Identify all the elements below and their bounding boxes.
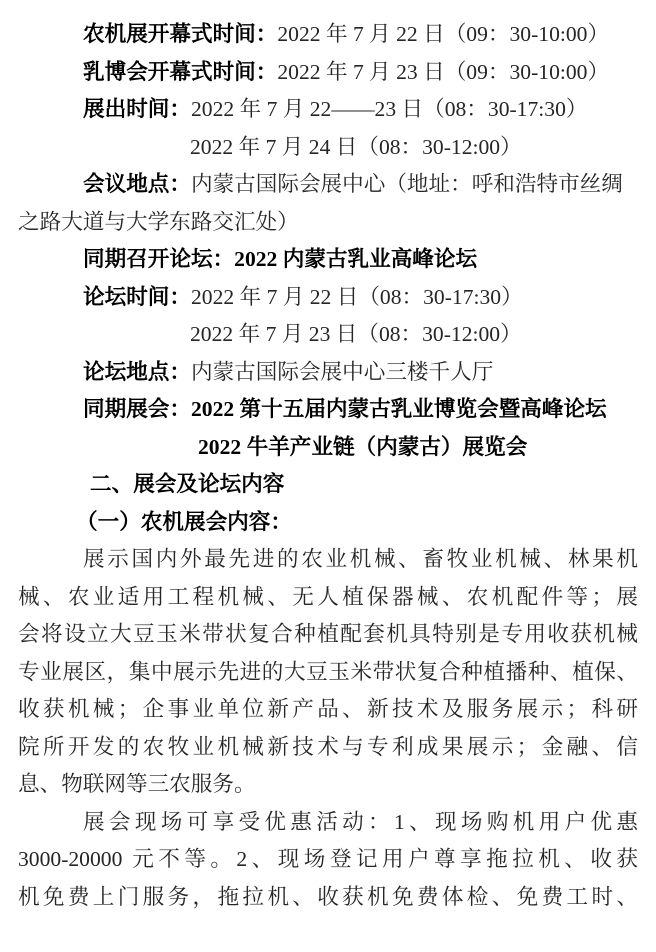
text-segment-bold: （一）农机展会内容： [76, 509, 292, 534]
text-line [0, 466, 656, 504]
text-segment: 展会现场可享受优惠活动：1、现场购机用户优惠 [83, 809, 638, 834]
text-line [0, 429, 656, 467]
text-segment: 之路大道与大学东路交汇处） [18, 209, 299, 234]
text-line [0, 766, 656, 804]
text-line [0, 91, 656, 129]
text-segment-bold: 乳博会开幕式时间： [83, 59, 278, 84]
text-line [0, 16, 656, 54]
text-segment: 院所开发的农牧业机械新技术与专利成果展示；金融、信 [18, 734, 638, 759]
text-segment: 3000-20000 元不等。2、现场登记用户尊享拖拉机、收获 [18, 847, 638, 871]
text-segment: 会将设立大豆玉米带状复合种植配套机具特别是专用收获机械 [18, 622, 638, 646]
text-line [0, 316, 656, 354]
text-line [0, 354, 656, 392]
text-segment: 2022 年 7 月 22 日（09：30-10:00） [277, 22, 610, 46]
text-segment-bold: 展出时间： [83, 97, 191, 121]
text-line [0, 879, 656, 917]
text-line [0, 579, 656, 617]
text-line [0, 504, 656, 542]
text-line [0, 841, 656, 879]
text-line [0, 279, 656, 317]
text-segment-bold: 会议地点： [83, 172, 191, 196]
text-segment-bold: 论坛时间： [83, 284, 191, 309]
text-segment: 展示国内外最先进的农业机械、畜牧业机械、林果机 [83, 547, 638, 571]
text-line [0, 654, 656, 692]
text-line [0, 129, 656, 167]
text-segment: 收获机械；企事业单位新产品、新技术及服务展示；科研 [18, 697, 638, 721]
text-segment-bold: 同期召开论坛：2022 内蒙古乳业高峰论坛 [83, 247, 478, 271]
text-segment-bold: 二、展会及论坛内容 [90, 472, 285, 496]
text-line [0, 541, 656, 579]
text-segment: 械、农业适用工程机械、无人植保器械、农机配件等；展 [18, 584, 638, 609]
text-segment: 息、物联网等三农服务。 [18, 772, 256, 796]
text-segment-bold: 2022 牛羊产业链（内蒙古）展览会 [198, 434, 528, 459]
text-segment: 2022 年 7 月 22 日（08：30-17:30） [190, 284, 523, 309]
text-line [0, 166, 656, 204]
text-segment-bold: 同期展会：2022 第十五届内蒙古乳业博览会暨高峰论坛 [83, 397, 607, 421]
text-segment: 2022 年 7 月 24 日（08：30-12:00） [190, 134, 522, 159]
text-segment: 内蒙古国际会展中心（地址：呼和浩特市丝绸 [190, 172, 623, 196]
text-line [0, 729, 656, 767]
document-text-block [0, 16, 656, 916]
text-line [0, 54, 656, 92]
text-segment-bold: 论坛地点： [83, 359, 191, 384]
text-segment: 2022 年 7 月 23 日（08：30-12:00） [190, 322, 522, 346]
text-line [0, 241, 656, 279]
text-line [0, 204, 656, 242]
text-segment-bold: 农机展开幕式时间： [83, 22, 278, 46]
text-segment: 机免费上门服务，拖拉机、收获机免费体检、免费工时、 [18, 884, 638, 909]
text-segment: 内蒙古国际会展中心三楼千人厅 [190, 359, 494, 384]
text-segment: 2022 年 7 月 22——23 日（08：30-17:30） [190, 97, 588, 121]
text-segment: 专业展区，集中展示先进的大豆玉米带状复合种植播种、植保、 [18, 659, 638, 684]
text-line [0, 616, 656, 654]
text-segment: 2022 年 7 月 23 日（09：30-10:00） [277, 59, 610, 84]
text-line [0, 691, 656, 729]
text-line [0, 391, 656, 429]
text-line [0, 804, 656, 842]
